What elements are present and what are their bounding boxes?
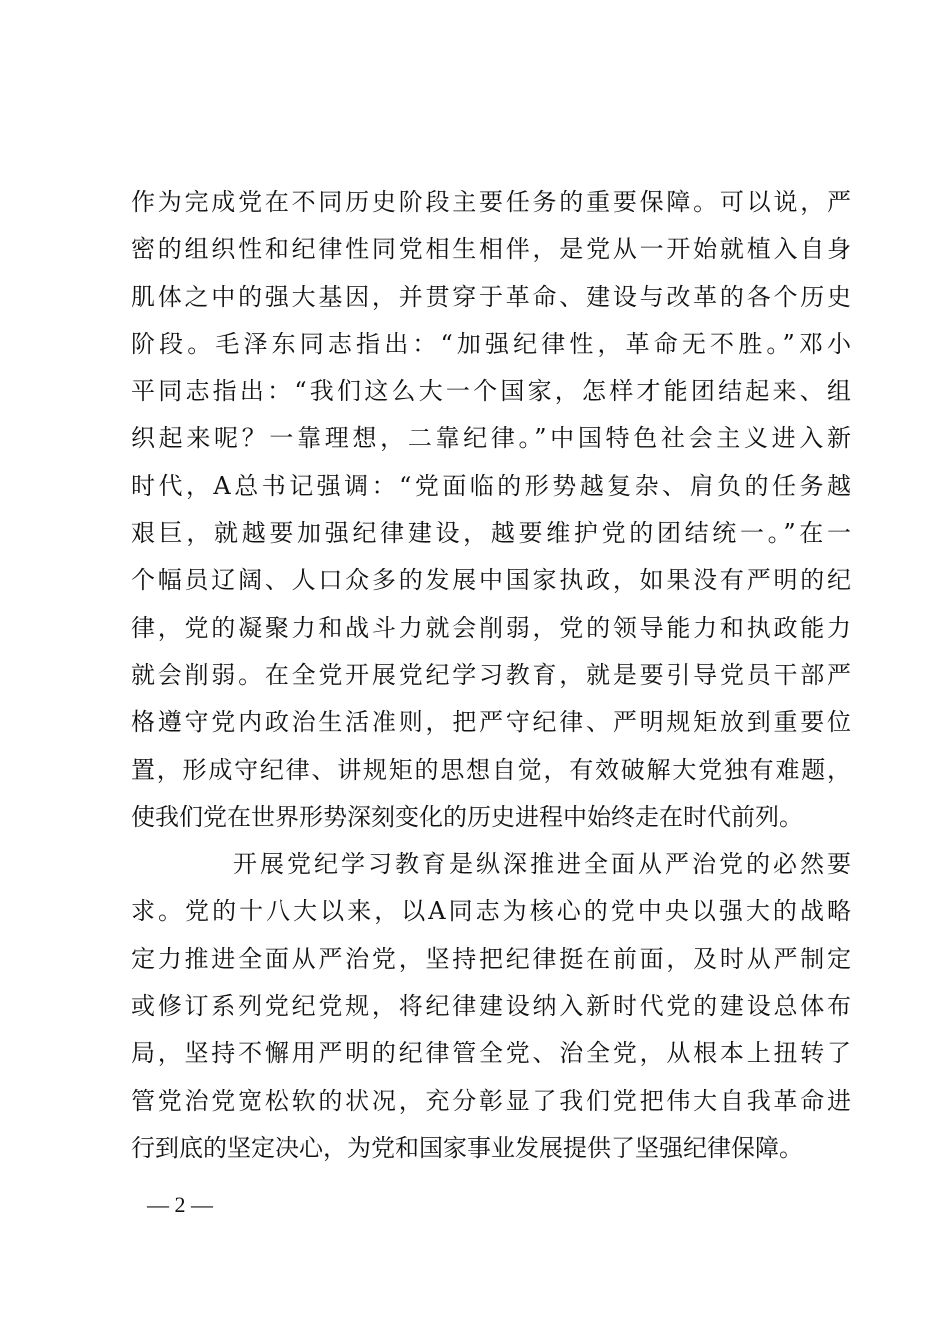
- page-number: — 2 —: [147, 1192, 213, 1217]
- text-line: 作为完成党在不同历史阶段主要任务的重要保障。可以说，严: [131, 188, 851, 216]
- text-line: 定力推进全面从严治党，坚持把纪律挺在前面，及时从严制定: [131, 944, 851, 973]
- text-line: 密的组织性和纪律性同党相生相伴，是党从一开始就植入自身: [131, 235, 851, 264]
- text-line: 格遵守党内政治生活准则，把严守纪律、严明规矩放到重要位: [131, 708, 851, 737]
- text-line: 局，坚持不懈用严明的纪律管全党、治全党，从根本上扭转了: [131, 1039, 851, 1068]
- text-line: 或修订系列党纪党规，将纪律建设纳入新时代党的建设总体布: [131, 992, 851, 1021]
- text-line: 管党治党宽松软的状况，充分彰显了我们党把伟大自我革命进: [131, 1086, 851, 1115]
- text-line: 肌体之中的强大基因，并贯穿于革命、建设与改革的各个历史: [131, 282, 851, 311]
- text-line: 织起来呢？一靠理想，二靠纪律。”中国特色社会主义进入新: [131, 424, 851, 453]
- text-line: 求。党的十八大以来，以A同志为核心的党中央以强大的战略: [131, 897, 851, 926]
- text-line: 律，党的凝聚力和战斗力就会削弱，党的领导能力和执政能力: [131, 613, 851, 642]
- text-line: 置，形成守纪律、讲规矩的思想自觉，有效破解大党独有难题，: [131, 755, 851, 784]
- text-line: 艰巨，就越要加强纪律建设，越要维护党的团结统一。”在一: [131, 519, 851, 548]
- body-text: [131, 179, 851, 1172]
- text-line: 时代，A总书记强调：“党面临的形势越复杂、肩负的任务越: [131, 471, 851, 500]
- text-line: 阶段。毛泽东同志指出：“加强纪律性，革命无不胜。”邓小: [131, 329, 851, 358]
- text-line: 使我们党在世界形势深刻变化的历史进程中始终走在时代前列。: [131, 802, 803, 831]
- text-line: 行到底的坚定决心，为党和国家事业发展提供了坚强纪律保障。: [131, 1133, 803, 1162]
- text-line: 平同志指出：“我们这么大一个国家，怎样才能团结起来、组: [131, 377, 851, 406]
- paragraph-start-line: 开展党纪学习教育是纵深推进全面从严治党的必然要: [233, 850, 851, 879]
- text-line: 个幅员辽阔、人口众多的发展中国家执政，如果没有严明的纪: [131, 566, 851, 595]
- text-line: 就会削弱。在全党开展党纪学习教育，就是要引导党员干部严: [131, 660, 851, 689]
